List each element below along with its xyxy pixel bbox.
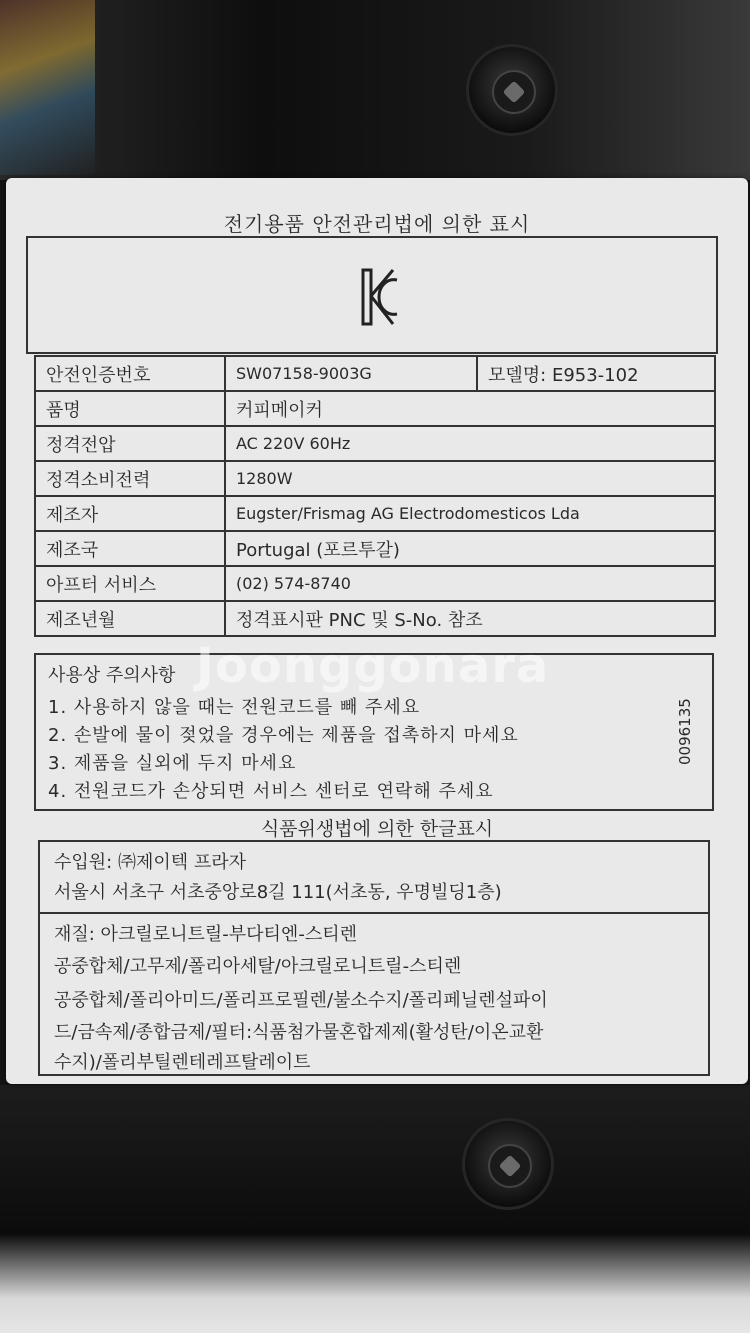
appliance-surface-top [0, 0, 750, 180]
caution-item: 3. 제품을 실외에 두지 마세요 [48, 753, 297, 774]
food-info-box [38, 840, 710, 1076]
row-label: 안전인증번호 [35, 356, 225, 391]
row-label: 제조국 [35, 531, 225, 566]
table-row [35, 426, 715, 461]
row-label: 품명 [35, 391, 225, 426]
table-row [35, 391, 715, 426]
row-value: (02) 574-8740 [225, 566, 715, 601]
material-line: 수지)/폴리부틸렌테레프탈레이트 [54, 1052, 311, 1073]
material-line: 재질: 아크릴로니트릴-부다티엔-스티렌 [54, 924, 357, 945]
table-row [35, 601, 715, 636]
row-value: Eugster/Frismag AG Electrodomesticos Lda [225, 496, 715, 531]
row-value: 커피메이커 [225, 391, 715, 426]
screw-top-icon [466, 44, 558, 136]
row-value: AC 220V 60Hz [225, 426, 715, 461]
caution-item: 4. 전원코드가 손상되면 서비스 센터로 연락해 주세요 [48, 781, 494, 802]
table-row [35, 461, 715, 496]
row-label: 정격소비전력 [35, 461, 225, 496]
row-value: Portugal (포르투갈) [225, 531, 715, 566]
divider [40, 912, 708, 914]
caution-item: 2. 손발에 물이 젖었을 경우에는 제품을 접촉하지 마세요 [48, 725, 519, 746]
importer-text: 수입원: ㈜제이텍 프라자 [54, 852, 246, 873]
watermark-text: Joonggonara [196, 638, 550, 694]
address-text: 서울시 서초구 서초중앙로8길 111(서초동, 우명빌딩1층) [54, 882, 502, 903]
caution-item: 1. 사용하지 않을 때는 전원코드를 빼 주세요 [48, 697, 421, 718]
row-label: 제조년월 [35, 601, 225, 636]
model-name: 모델명: E953-102 [477, 356, 715, 391]
rating-label-sticker [6, 178, 748, 1084]
row-value: 정격표시판 PNC 및 S-No. 참조 [225, 601, 715, 636]
kc-certification-icon [359, 266, 403, 328]
spec-table [34, 355, 716, 637]
material-line: 드/금속제/종합금제/필터:식품첨가물혼합제제(활성탄/이온교환 [54, 1022, 544, 1043]
screw-bottom-icon [462, 1118, 554, 1210]
row-label: 아프터 서비스 [35, 566, 225, 601]
row-label: 정격전압 [35, 426, 225, 461]
kc-mark-box [26, 236, 718, 354]
material-line: 공중합체/폴리아미드/폴리프로필렌/불소수지/폴리페닐렌설파이 [54, 990, 548, 1011]
background-object [0, 0, 95, 175]
material-line: 공중합체/고무제/폴리아세탈/아크릴로니트릴-스티렌 [54, 956, 462, 977]
table-row [35, 356, 715, 391]
serial-code: 0096135 [676, 698, 694, 765]
table-row [35, 566, 715, 601]
food-section-title: 식품위생법에 의한 한글표시 [260, 818, 494, 840]
row-value: 1280W [225, 461, 715, 496]
table-row [35, 531, 715, 566]
appliance-surface-bottom [0, 1085, 750, 1333]
row-value: SW07158-9003G [225, 356, 477, 391]
label-title: 전기용품 안전관리법에 의한 표시 [223, 212, 531, 236]
caution-title: 사용상 주의사항 [48, 665, 176, 686]
table-row [35, 496, 715, 531]
row-label: 제조자 [35, 496, 225, 531]
